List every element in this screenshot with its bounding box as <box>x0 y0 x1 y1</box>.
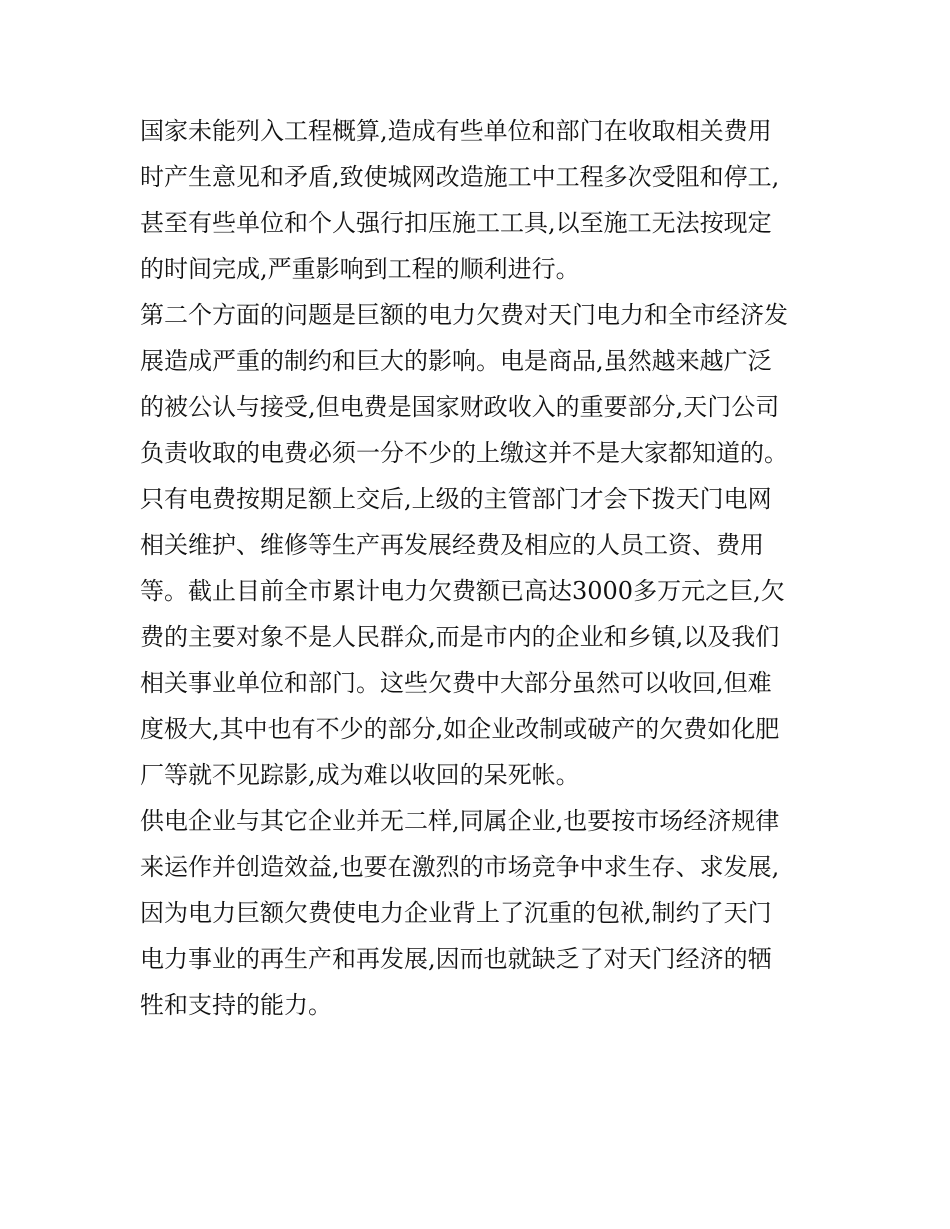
text-line: 时产生意见和矛盾,致使城网改造施工中工程多次受阻和停工, <box>140 163 780 191</box>
text-line: 相关维护、维修等生产再发展经费及相应的人员工资、费用 <box>140 531 764 559</box>
text-line: 只有电费按期足额上交后,上级的主管部门才会下拨天门电网 <box>140 485 772 513</box>
text-line: 展造成严重的制约和巨大的影响。电是商品,虽然越来越广泛 <box>140 347 772 375</box>
text-line: 度极大,其中也有不少的部分,如企业改制或破产的欠费如化肥 <box>140 715 780 743</box>
text-line: 甚至有些单位和个人强行扣压施工工具,以至施工无法按现定 <box>140 209 772 237</box>
paragraph-project-budget <box>140 108 830 292</box>
text-line: 供电企业与其它企业并无二样,同属企业,也要按市场经济规律 <box>140 807 780 835</box>
text-line: 来运作并创造效益,也要在激烈的市场竞争中求生存、求发展, <box>140 853 780 881</box>
text-line: 相关事业单位和部门。这些欠费中大部分虽然可以收回,但难 <box>140 669 772 697</box>
paragraph-enterprise-burden <box>140 798 830 1028</box>
text-line: 的被公认与接受,但电费是国家财政收入的重要部分,天门公司 <box>140 393 780 421</box>
text-line: 负责收取的电费必须一分不少的上缴这并不是大家都知道的。 <box>140 439 788 467</box>
text-line: 因为电力巨额欠费使电力企业背上了沉重的包袱,制约了天门 <box>140 899 772 927</box>
text-line: 电力事业的再生产和再发展,因而也就缺乏了对天门经济的牺 <box>140 945 772 973</box>
text-line: 厂等就不见踪影,成为难以收回的呆死帐。 <box>140 761 580 789</box>
text-line: 国家未能列入工程概算,造成有些单位和部门在收取相关费用 <box>140 117 772 145</box>
text-line: 牲和支持的能力。 <box>140 991 332 1019</box>
text-line: 费的主要对象不是人民群众,而是市内的企业和乡镇,以及我们 <box>140 623 780 651</box>
paragraph-electricity-arrears <box>140 292 830 798</box>
text-line: 的时间完成,严重影响到工程的顺利进行。 <box>140 255 580 283</box>
text-line: 等。截止目前全市累计电力欠费额已高达3000多万元之巨,欠 <box>140 577 785 605</box>
text-line: 第二个方面的问题是巨额的电力欠费对天门电力和全市经济发 <box>140 301 788 329</box>
body-text <box>140 108 830 1028</box>
